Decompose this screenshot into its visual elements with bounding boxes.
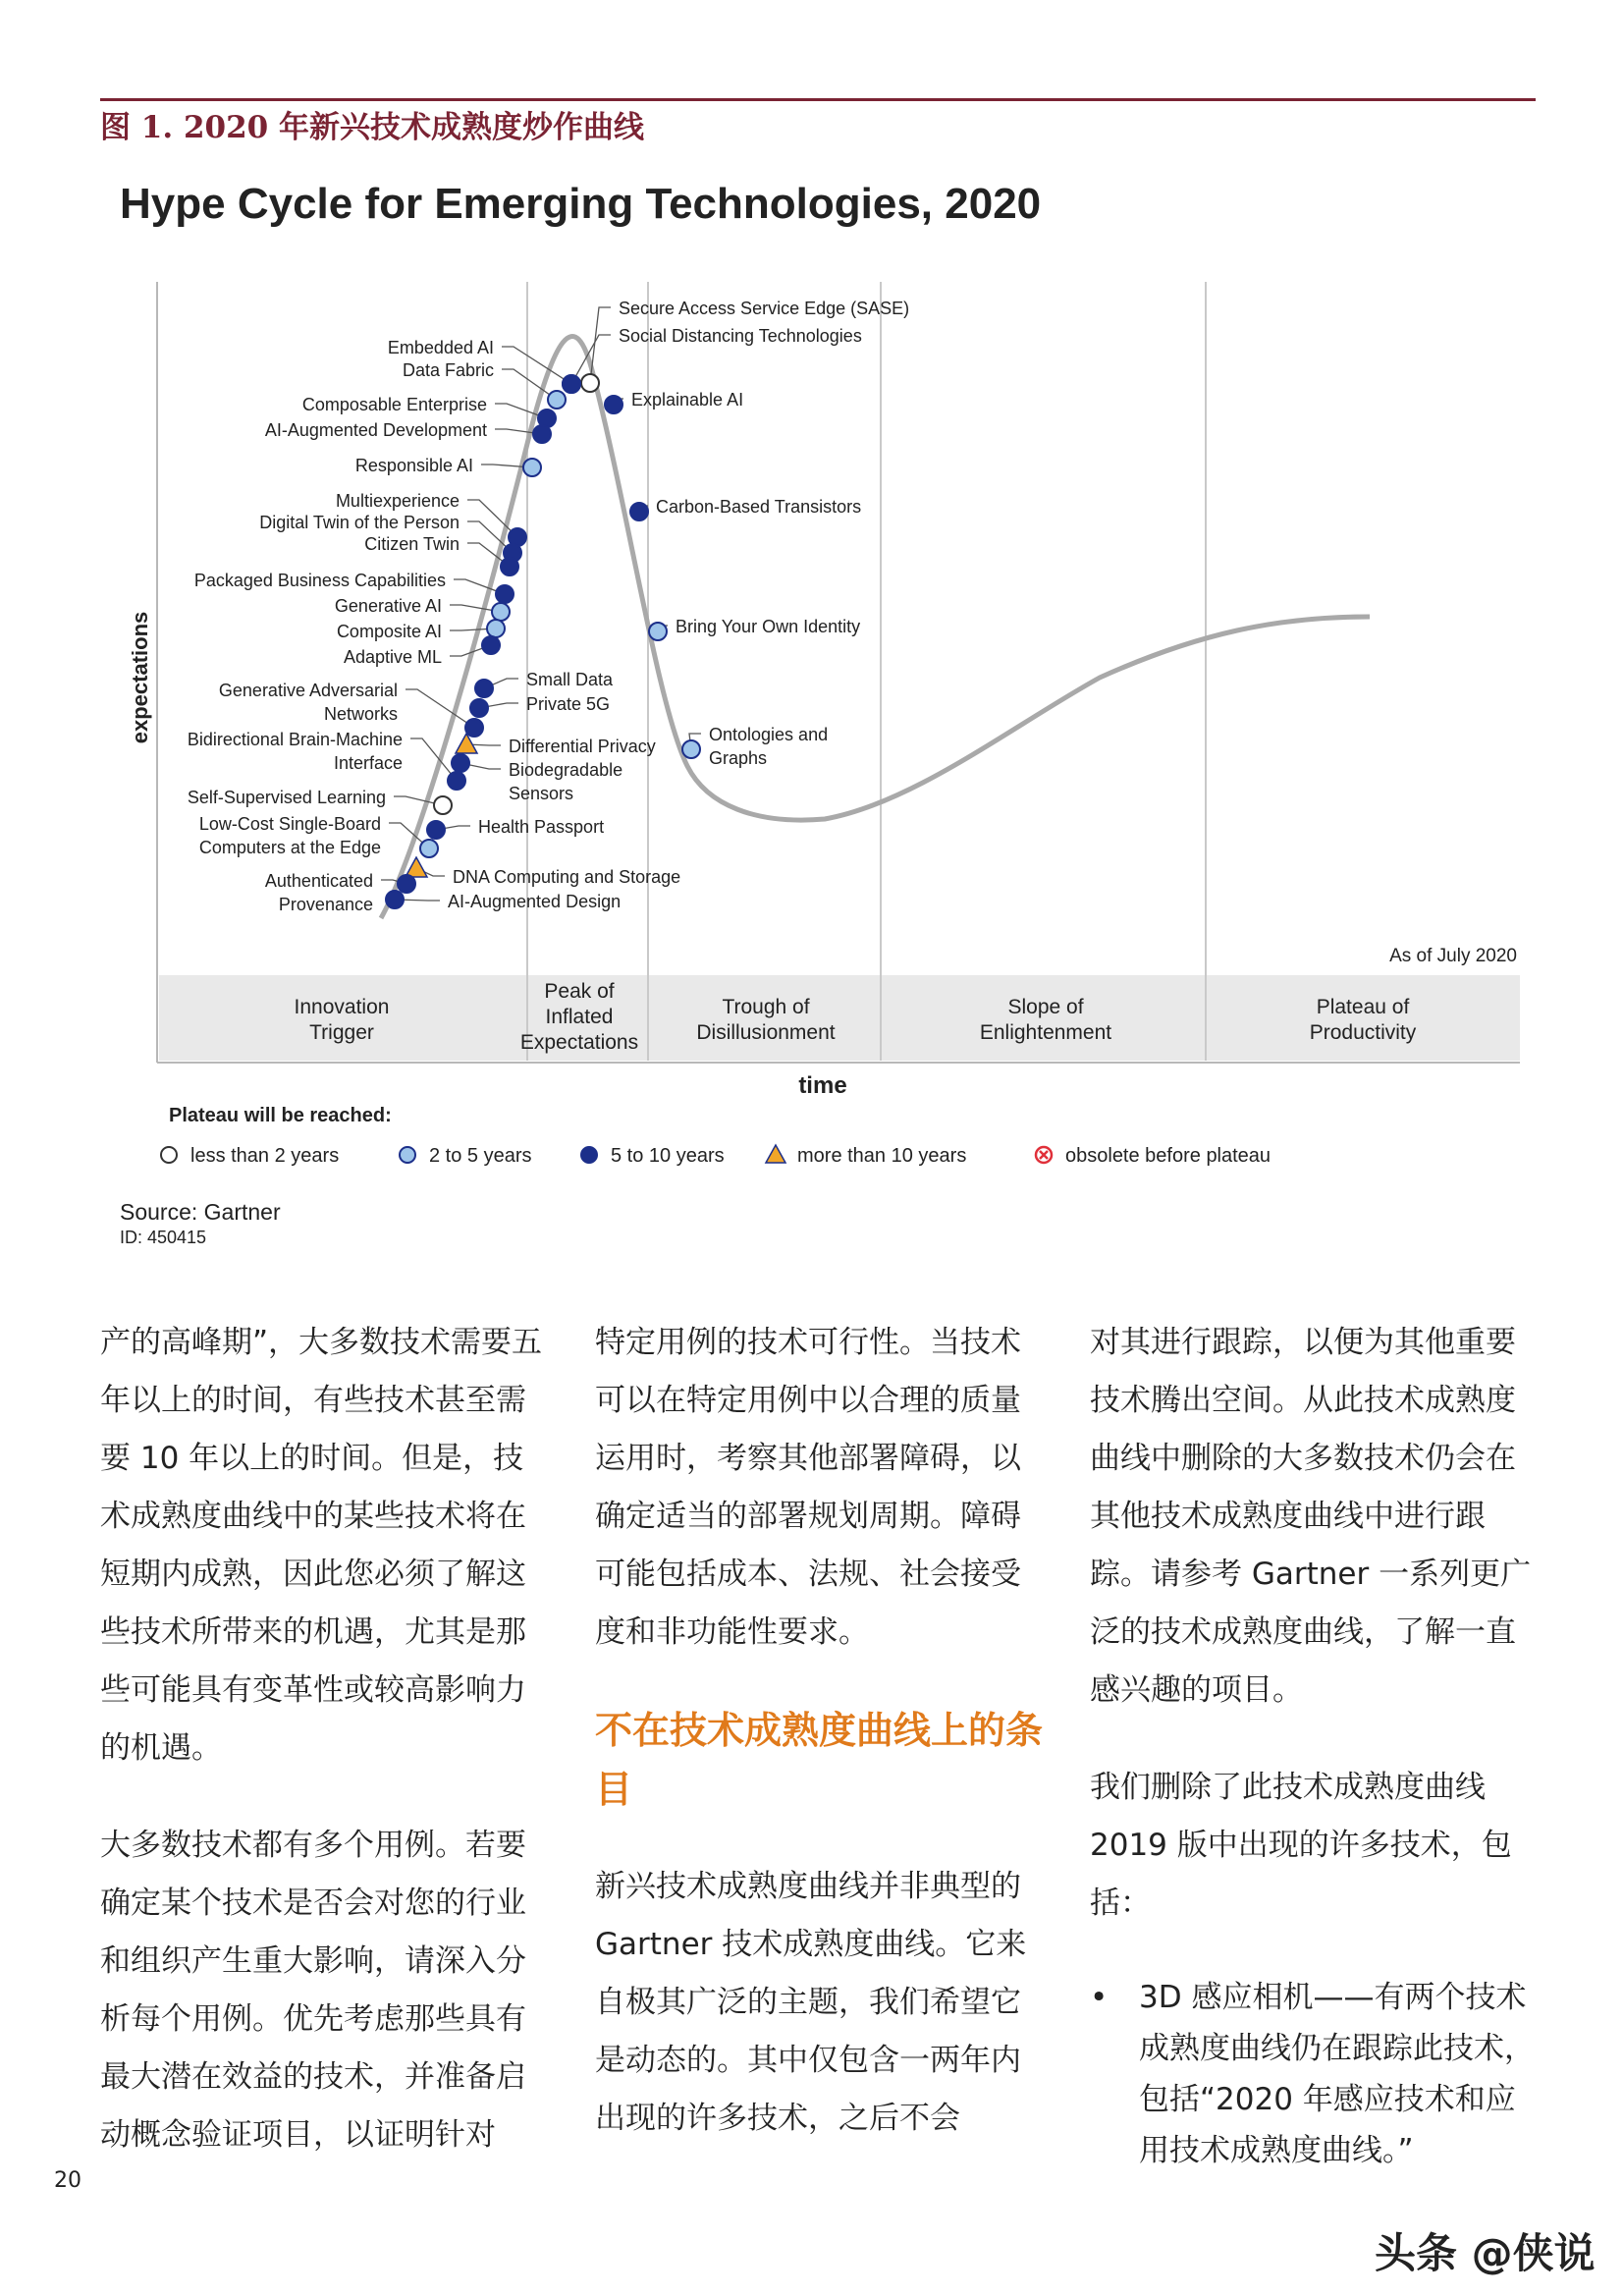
tech-label-biodegradable: Biodegradable	[509, 760, 623, 780]
tech-marker-bring-your-own-identity	[649, 623, 667, 640]
tech-marker-adaptive-ml	[482, 636, 500, 654]
tech-label-citizen-twin: Citizen Twin	[364, 534, 460, 554]
phase-label-trough-of: Trough of	[722, 996, 810, 1018]
legend-label-less-than-2-years: less than 2 years	[190, 1145, 340, 1167]
tech-marker-packaged-business-capabilities	[496, 585, 514, 603]
tech-label-ontologies-and: Ontologies and	[709, 725, 829, 744]
tech-label-bidirectional-brain-machine: Bidirectional Brain-Machine	[187, 730, 403, 749]
text-column-2	[595, 1314, 1047, 2187]
tech-label-private-5g: Private 5G	[526, 694, 611, 714]
paragraph: 产的高峰期”，大多数技术需要五年以上的时间，有些技术甚至需要 10 年以上的时间。但是，技术成熟度曲线中的某些技术将在短期内成熟，因此您必须了解这些技术所带来的机遇，尤其是那些可能具有变革性或较高影响力的机遇。	[100, 1325, 543, 1766]
legend-title: Plateau will be reached:	[169, 1105, 392, 1126]
section-heading: 不在技术成熟度曲线上的条目	[595, 1709, 1044, 1811]
tech-label-explainable-ai: Explainable AI	[631, 390, 744, 410]
phase-label-slope-of: Slope of	[1007, 996, 1084, 1018]
legend-label-more-than-10-years: more than 10 years	[797, 1145, 967, 1167]
tech-marker-carbon-based-transistors	[630, 503, 648, 520]
leader-line	[406, 689, 474, 728]
tech-label-provenance: Provenance	[278, 895, 373, 914]
tech-marker-self-supervised-learning	[434, 796, 452, 814]
figure-caption: 图 1. 2020 年新兴技术成熟度炒作曲线	[100, 110, 645, 145]
tech-label-composite-ai: Composite AI	[336, 622, 442, 641]
tech-label-data-fabric: Data Fabric	[402, 360, 494, 380]
legend-label-2-to-5-years: 2 to 5 years	[429, 1145, 532, 1167]
source-label: Source: Gartner	[120, 1199, 281, 1225]
tech-label-computers-at-the-edge: Computers at the Edge	[198, 838, 381, 857]
tech-label-social-distancing-technologies: Social Distancing Technologies	[619, 326, 862, 346]
tech-marker-explainable-ai	[605, 396, 622, 413]
tech-marker-ai-augmented-design	[386, 891, 404, 908]
phase-label-disillusionment: Disillusionment	[696, 1021, 836, 1044]
paragraph: 新兴技术成熟度曲线并非典型的 Gartner 技术成熟度曲线。它来自极其广泛的主题，我们希望它是动态的。其中仅包含一两年内出现的许多技术，之后不会	[595, 1869, 1027, 2136]
tech-label-self-supervised-learning: Self-Supervised Learning	[187, 788, 386, 807]
tech-marker-citizen-twin	[501, 558, 518, 575]
tech-marker-generative-adversarial	[465, 719, 483, 737]
tech-label-digital-twin-of-the-person: Digital Twin of the Person	[259, 513, 460, 532]
chart-title: Hype Cycle for Emerging Technologies, 2020	[120, 180, 1042, 228]
phase-label-expectations: Expectations	[519, 1031, 639, 1054]
legend-label-5-to-10-years: 5 to 10 years	[611, 1145, 725, 1167]
legend-marker-more-than-10-years	[766, 1145, 785, 1163]
phase-label-inflated: Inflated	[545, 1006, 614, 1028]
tech-label-multiexperience: Multiexperience	[335, 491, 460, 511]
legend-marker-5-to-10-years	[581, 1147, 597, 1163]
phase-label-innovation: Innovation	[294, 996, 390, 1018]
phase-label-trigger: Trigger	[309, 1021, 374, 1044]
legend-marker-less-than-2-years	[161, 1147, 177, 1163]
legend-label-obsolete-before-plateau: obsolete before plateau	[1065, 1145, 1271, 1167]
tech-marker-ai-augmented-development	[533, 425, 551, 443]
tech-label-ai-augmented-development: AI-Augmented Development	[264, 420, 487, 440]
page-number: 20	[54, 2168, 81, 2193]
bullet-item	[1090, 1972, 1542, 2176]
paragraph: 我们删除了此技术成熟度曲线 2019 版中出现的许多技术，包括：	[1090, 1770, 1512, 1921]
tech-marker-low-cost-single-board	[420, 840, 438, 857]
tech-label-responsible-ai: Responsible AI	[354, 456, 473, 475]
phase-label-productivity: Productivity	[1309, 1021, 1417, 1044]
tech-marker-generative-ai	[492, 603, 510, 621]
tech-marker-authenticated	[398, 875, 415, 893]
tech-label-embedded-ai: Embedded AI	[387, 338, 494, 357]
tech-marker-biodegradable	[452, 754, 469, 772]
leader-line	[502, 347, 571, 384]
tech-label-generative-adversarial: Generative Adversarial	[218, 681, 398, 700]
tech-label-ai-augmented-design: AI-Augmented Design	[448, 892, 622, 911]
legend-marker-2-to-5-years	[400, 1147, 415, 1163]
paragraph: 特定用例的技术可行性。当技术可以在特定用例中以合理的质量运用时，考察其他部署障碍，以确定适当的部署规划周期。障碍可能包括成本、法规、社会接受度和非功能性要求。	[595, 1325, 1021, 1650]
tech-label-dna-computing-and-storage: DNA Computing and Storage	[453, 867, 681, 887]
tech-label-authenticated: Authenticated	[264, 871, 373, 891]
tech-label-networks: Networks	[323, 704, 398, 724]
tech-marker-ontologies-and	[682, 740, 700, 758]
tech-label-composable-enterprise: Composable Enterprise	[301, 395, 487, 414]
tech-marker-composite-ai	[487, 620, 505, 637]
tech-marker-responsible-ai	[523, 459, 541, 476]
tech-label-small-data: Small Data	[526, 670, 614, 689]
tech-label-carbon-based-transistors: Carbon-Based Transistors	[656, 497, 862, 517]
watermark: 头条 @侠说	[1375, 2229, 1596, 2277]
source-id: ID: 450415	[120, 1228, 207, 1247]
text-column-1	[100, 1314, 552, 2204]
tech-marker-bidirectional-brain-machine	[448, 772, 465, 790]
tech-label-health-passport: Health Passport	[478, 817, 605, 837]
x-axis-label: time	[798, 1072, 847, 1099]
tech-label-secure-access-service-edge-sase: Secure Access Service Edge (SASE)	[619, 299, 910, 318]
paragraph: 大多数技术都有多个用例。若要确定某个技术是否会对您的行业和组织产生重大影响，请深入分析每个用例。优先考虑那些具有最大潜在效益的技术，并准备启动概念验证项目，以证明针对	[100, 1828, 526, 2153]
phase-label-enlightenment: Enlightenment	[979, 1021, 1112, 1044]
phase-label-plateau-of: Plateau of	[1316, 996, 1410, 1018]
tech-marker-secure-access-service-edge-sase	[581, 374, 599, 392]
tech-marker-small-data	[475, 680, 493, 697]
tech-label-low-cost-single-board: Low-Cost Single-Board	[198, 814, 381, 834]
tech-label-adaptive-ml: Adaptive ML	[343, 647, 442, 667]
tech-label-interface: Interface	[333, 753, 403, 773]
tech-marker-embedded-ai	[563, 375, 580, 393]
phase-label-peak-of: Peak of	[544, 980, 615, 1003]
text-column-3	[1090, 1314, 1542, 2176]
y-axis-label: expectations	[128, 611, 152, 744]
paragraph: 对其进行跟踪，以便为其他重要技术腾出空间。从此技术成熟度曲线中删除的大多数技术仍会在其他技术成熟度曲线中进行跟踪。请参考 Gartner 一系列更广泛的技术成熟度曲线，了解一直感兴趣的项目。	[1090, 1325, 1532, 1708]
bullet-dot: •	[1090, 1980, 1109, 2015]
tech-label-graphs: Graphs	[709, 748, 768, 768]
legend-marker-obsolete-before-plateau	[1036, 1147, 1052, 1163]
tech-label-sensors: Sensors	[509, 784, 574, 803]
bullet-text: 3D 感应相机——有两个技术成熟度曲线仍在跟踪此技术，包括“2020 年感应技术和应用技术成熟度曲线。”	[1139, 1980, 1535, 2168]
tech-label-generative-ai: Generative AI	[334, 596, 442, 616]
tech-marker-data-fabric	[548, 391, 566, 409]
as-of-label: As of July 2020	[1389, 946, 1517, 966]
tech-label-differential-privacy: Differential Privacy	[509, 737, 656, 756]
tech-marker-health-passport	[427, 821, 445, 839]
tech-label-bring-your-own-identity: Bring Your Own Identity	[676, 617, 861, 636]
tech-marker-private-5g	[470, 699, 488, 717]
tech-label-packaged-business-capabilities: Packaged Business Capabilities	[193, 571, 446, 590]
